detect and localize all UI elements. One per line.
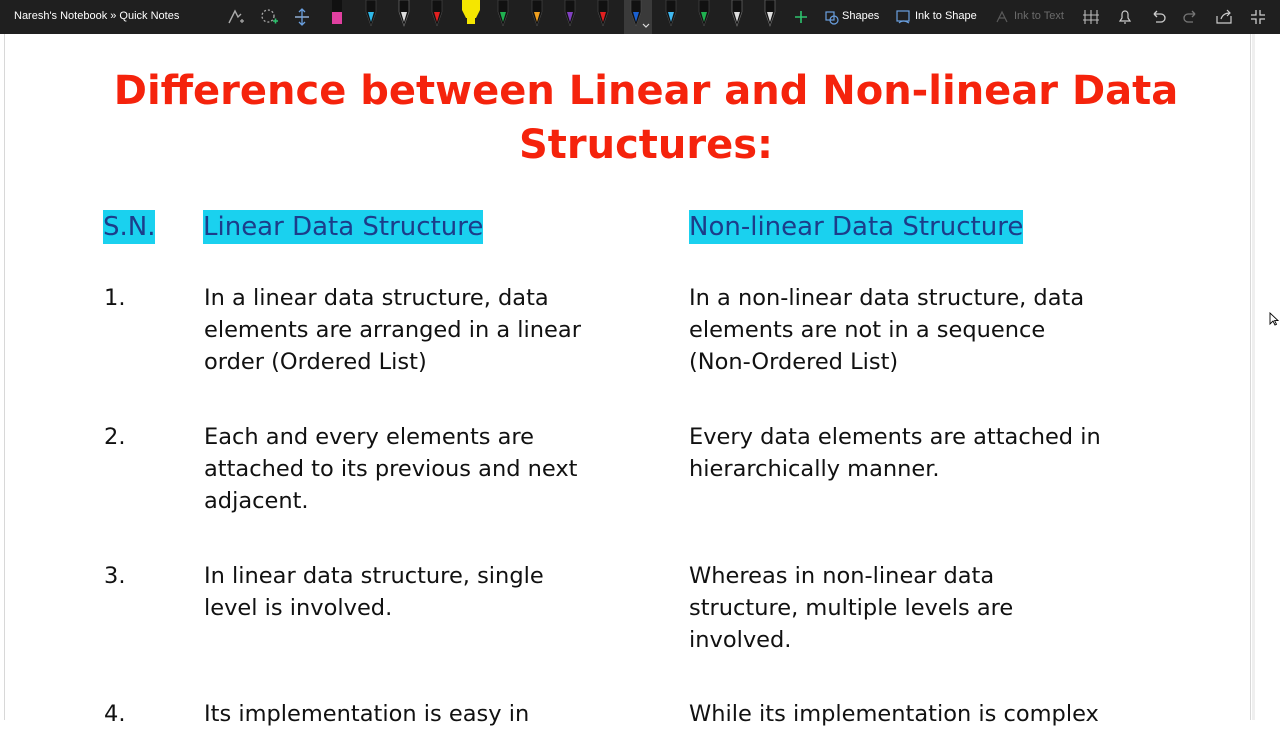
pen-orange[interactable] [526,0,548,34]
lasso-select-icon[interactable] [259,6,279,28]
row-2-linear-line-1: Each and every elements are [204,424,535,450]
header-linear: Linear Data Structure [203,212,484,242]
pen-red[interactable] [426,0,448,34]
breadcrumb[interactable]: Naresh's Notebook » Quick Notes [14,10,180,22]
page-border-left [4,34,5,720]
page-title: Difference between Linear and Non-linear Data Structures: [113,68,1179,168]
shapes-button[interactable]: Shapes [842,10,880,22]
mouse-cursor-icon [1269,312,1279,326]
row-2-linear-line-2: attached to its previous and next [204,456,578,482]
ink-to-text-button[interactable]: Ink to Text [1014,10,1064,22]
add-pen-icon[interactable] [791,6,811,28]
shapes-icon[interactable] [824,6,840,28]
row-1-linear-line-1: In a linear data structure, data [204,285,549,311]
pen-black-2[interactable] [726,0,748,34]
pen-black[interactable] [393,0,415,34]
undo-icon[interactable] [1148,6,1168,28]
ink-to-shape-icon[interactable] [895,6,913,28]
ink-to-shape-button[interactable]: Ink to Shape [915,10,977,22]
ink-to-text-icon[interactable] [994,6,1012,28]
row-1-nonlinear-line-3: (Non-Ordered List) [689,349,899,375]
row-1-nonlinear-line-1: In a non-linear data structure, data [689,285,1085,311]
pen-cyan[interactable] [360,0,382,34]
pen-red-2[interactable] [592,0,614,34]
row-2-nonlinear-line-2: hierarchically manner. [689,456,940,482]
pen-light-blue[interactable] [660,0,682,34]
ruler-icon[interactable] [1081,6,1101,28]
bell-icon[interactable] [1115,6,1135,28]
pen-purple[interactable] [559,0,581,34]
pen-green[interactable] [492,0,514,34]
row-3-linear-line-2: level is involved. [204,595,393,621]
add-space-icon[interactable] [292,6,312,28]
row-1-sn: 1. [104,285,126,311]
page-border-right [1250,34,1251,720]
pen-yellow-highlighter[interactable] [458,0,484,34]
row-4-linear-line-1: Its implementation is easy in [204,701,530,727]
row-3-linear-line-1: In linear data structure, single [204,563,544,589]
row-1-nonlinear-line-2: elements are not in a sequence [689,317,1046,343]
redo-icon[interactable] [1181,6,1201,28]
pen-green-2[interactable] [693,0,715,34]
exit-fullscreen-icon[interactable] [1248,6,1268,28]
row-3-sn: 3. [104,563,126,589]
header-nonlinear: Non-linear Data Structure [689,212,1024,242]
ink-toolbar [0,0,1280,34]
row-4-nonlinear-line-1: While its implementation is complex [689,701,1099,727]
share-icon[interactable] [1214,6,1234,28]
row-2-linear-line-3: adjacent. [204,488,309,514]
row-4-sn: 4. [104,701,126,727]
row-1-linear-line-2: elements are arranged in a linear [204,317,581,343]
row-2-nonlinear-line-1: Every data elements are attached in [689,424,1101,450]
vertical-scrollbar[interactable] [1252,34,1255,720]
row-1-linear-line-3: order (Ordered List) [204,349,427,375]
lasso-type-icon[interactable] [226,6,246,28]
pen-black-3[interactable] [759,0,781,34]
pen-blue-selected[interactable] [624,0,652,34]
row-2-sn: 2. [104,424,126,450]
header-sn: S.N. [103,212,156,242]
row-3-nonlinear-line-2: structure, multiple levels are [689,595,1014,621]
pen-pink-highlighter[interactable] [326,0,348,34]
row-3-nonlinear-line-3: involved. [689,627,792,653]
row-3-nonlinear-line-1: Whereas in non-linear data [689,563,995,589]
